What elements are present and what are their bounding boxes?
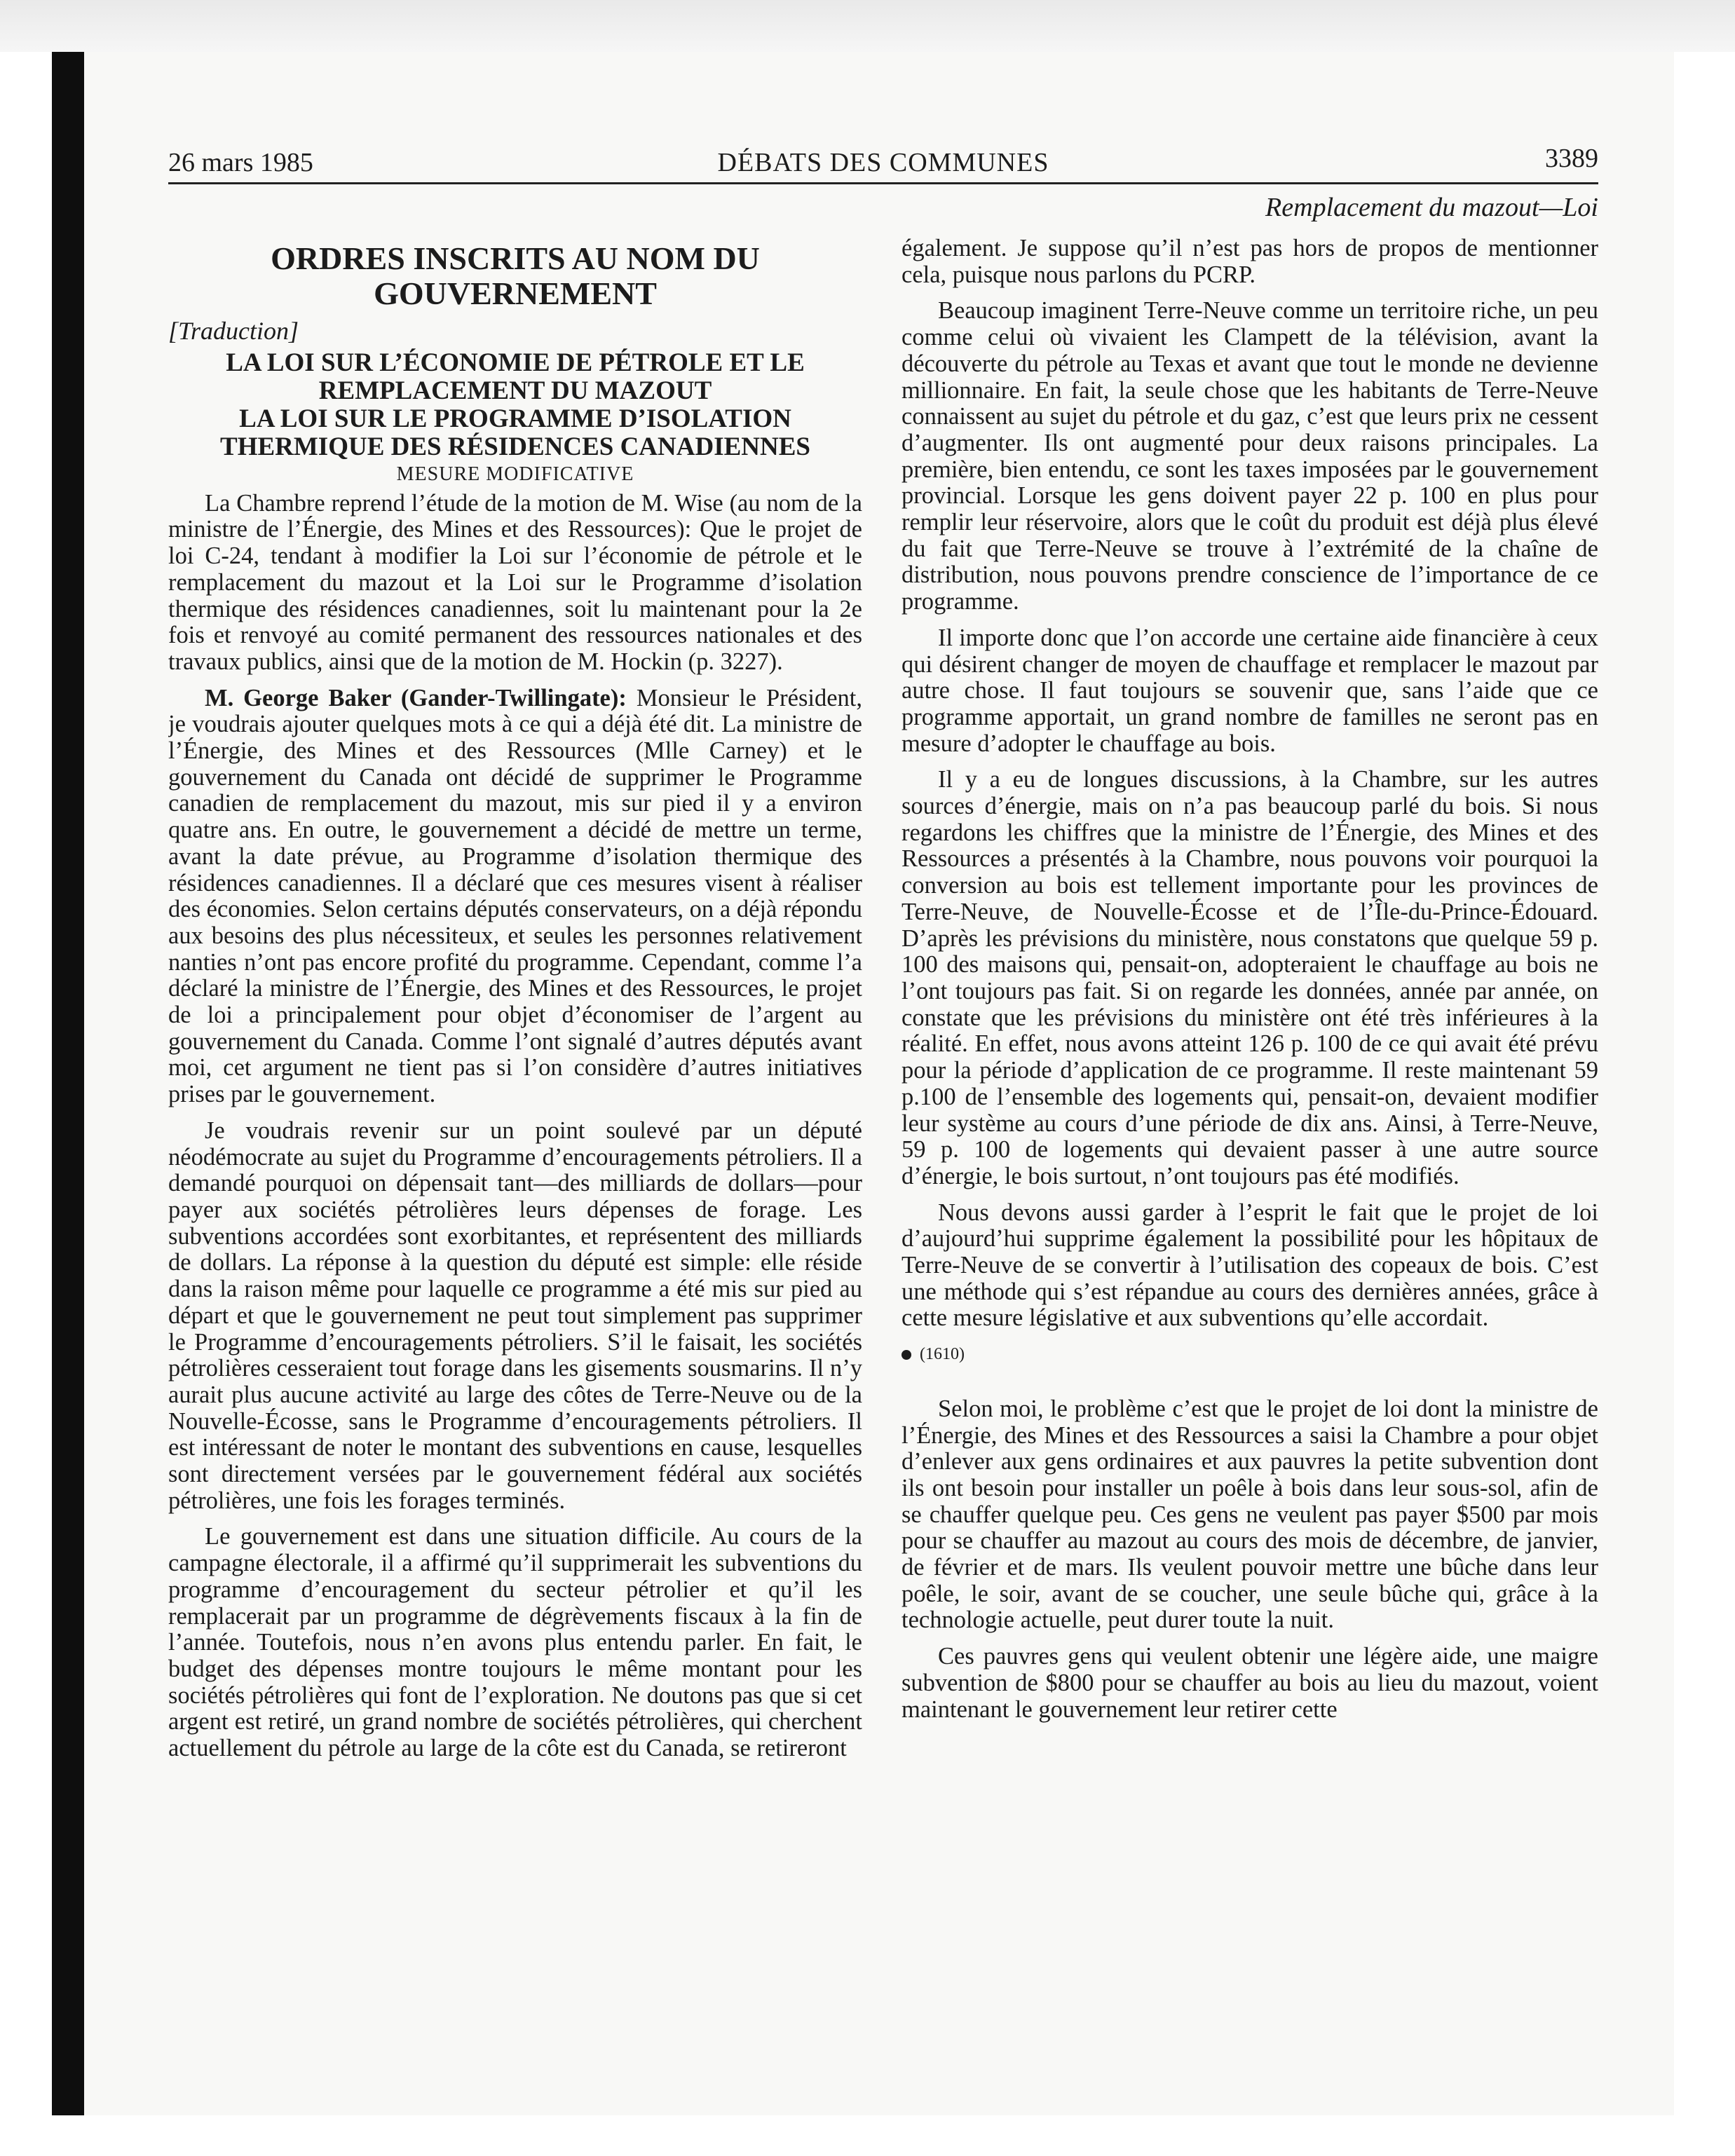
speech-paragraph: Il importe donc que l’on accorde une certaine aide financière à ceux qui désirent changer de moyen de chauffage et remplacer le mazout par autre chose. Il faut toujours se souvenir que, sans l’aide que ce programme apportait, un grand nombre de familles ne seront pas en mesure d’adopter le chauffage au bois.	[901, 624, 1598, 757]
section-heading: ORDRES INSCRITS AU NOM DU GOUVERNEMENT	[271, 240, 760, 311]
time-marker-text: (1610)	[920, 1345, 965, 1364]
header-date: 26 mars 1985	[168, 148, 313, 177]
running-head: Remplacement du mazout—Loi	[1265, 193, 1598, 222]
speech-paragraph: Le gouvernement est dans une situation difficile. Au cours de la campagne électorale, il a affirmé qu’il supprimerait les subventions du programme d’encouragement du secteur pétrolier et qu’il les remplacerait par un programme de dégrèvements fiscaux à la fin de l’année. Toutefois, nous n’en avons plus entendu parler. En fait, le budget des dépenses montre toujours le même montant pour les sociétés pétrolières qui font de l’exploration. Ne doutons pas que si cet argent est retiré, un grand nombre de sociétés pétrolières, qui cherchent actuellement du pétrole au large de la côte est du Canada, se retireront	[168, 1523, 862, 1762]
speech-paragraph: Beaucoup imaginent Terre-Neuve comme un territoire riche, un peu comme celui où vivaient les Clampett de la télévision, avant la découverte du pétrole au Texas et avant que tout le monde ne devienne millionnaire. En fait, la seule chose que les habitants de Terre-Neuve connaissent au sujet du pétrole et du gaz, c’est que leurs prix ne cessent d’augmenter. Ils ont augmenté pour deux raisons principales. La première, bien entendu, ce sont les taxes imposées par le gouvernement provincial. Lorsque les gens doivent payer 22 p. 100 en plus pour remplir leur réservoire, alors que le coût du produit est déjà plus élevé du fait que Terre-Neuve se trouve à l’extrémité de la chaîne de distribution, nous pouvons prendre conscience de l’importance de ce programme.	[901, 297, 1598, 615]
speech-paragraph: Il y a eu de longues discussions, à la Chambre, sur les autres sources d’énergie, mais on n’a pas beaucoup parlé du bois. Si nous regardons les chiffres que la ministre de l’Énergie, des Mines et des Ressources a présentés à la Chambre, nous pouvons voir pourquoi la conversion au bois est tellement importante pour les provinces de Terre-Neuve, de Nouvelle-Écosse et de l’Île-du-Prince-Édouard. D’après les prévisions du ministère, nous constatons que quelque 59 p. 100 des maisons qui, pensait-on, adopteraient le chauffage au bois ne l’ont toujours pas fait. Si on regarde les données, année par année, on constate que les prévisions du ministère ont été très inférieures à la réalité. En effet, nous avons atteint 126 p. 100 de ce qui avait été prévu pour la période d’application de ce programme. Il reste maintenant 59 p.100 de l’ensemble des logements qui, pensait-on, devaient modifier leur système au cours d’une période de dix ans. Ainsi, à Terre-Neuve, 59 p. 100 de logements qui devaient passer à une autre source d’énergie, le bois surtout, n’ont toujours pas été modifiés.	[901, 766, 1598, 1189]
speech-paragraph: également. Je suppose qu’il n’est pas hors de propos de mentionner cela, puisque nous parlons du PCRP.	[901, 236, 1598, 288]
speech-paragraph	[168, 685, 862, 1108]
scan-left-border	[52, 52, 84, 2115]
speech-paragraph: Je voudrais revenir sur un point soulevé par un député néodémocrate au sujet du Programme d’encouragements pétroliers. Il a demandé pourquoi on dépensait tant—des milliards de dollars—pour payer aux sociétés pétrolières leurs dépenses de forage. Les subventions accordées sont exorbitantes, et représentent des milliards de dollars. La réponse à la question du député est simple: elle réside dans la raison même pour laquelle ce programme a été mis sur pied au départ et que le gouvernement ne peut tout simplement pas supprimer le Programme d’encouragements pétroliers. S’il le faisait, les sociétés pétrolières cesseraient tout forage dans les gisements sousmarins. Il n’y aurait plus aucune activité au large des côtes de Terre-Neuve ou de la Nouvelle-Écosse, sans le Programme d’encouragements pétroliers. Il est intéressant de noter le montant des subventions en cause, lesquelles sont directement versées par le gouvernement fédéral aux sociétés pétrolières, une fois les forages terminés.	[168, 1117, 862, 1514]
speech-paragraph: Selon moi, le problème c’est que le projet de loi dont la ministre de l’Énergie, des Mines et des Ressources a saisi la Chambre a pour objet d’enlever aux gens ordinaires et aux pauvres la petite subvention dont ils ont besoin pour installer un poêle à bois dans leur sous-sol, afin de se chauffer quelque peu. Ces gens ne veulent pas payer $500 par mois pour se chauffer au mazout au cours des mois de décembre, de janvier, de février et de mars. Ils veulent pouvoir mettre une bûche dans leur poêle, le soir, avant de se coucher, une seule bûche qui, grâce à la technologie actuelle, peut durer toute la nuit.	[901, 1395, 1598, 1634]
speaker-name: M. George Baker (Gander-Twillingate):	[205, 684, 627, 711]
speech-paragraph: Ces pauvres gens qui veulent obtenir une légère aide, une maigre subvention de $800 pour se chauffer au bois au lieu du mazout, voient maintenant le gouvernement leur retirer cette	[901, 1643, 1598, 1723]
bill-title-1: LA LOI SUR L’ÉCONOMIE DE PÉTROLE ET LE REMPLACEMENT DU MAZOUT	[226, 348, 805, 405]
translation-note: [Traduction]	[168, 317, 299, 345]
speech-paragraph: Nous devons aussi garder à l’esprit le fait que le projet de loi d’aujourd’hui supprime également la possibilité pour les hôpitaux de Terre-Neuve de se convertir à l’utilisation des copeaux de bois. C’est une méthode qui s’est répandue au cours des dernières années, grâce à cette mesure législative et aux subventions qu’elle accordait.	[901, 1199, 1598, 1332]
subheading: MESURE MODIFICATIVE	[396, 463, 634, 485]
bullet-icon	[901, 1350, 911, 1360]
motion-paragraph: La Chambre reprend l’étude de la motion de M. Wise (au nom de la ministre de l’Énergie, des Mines et des Ressources): Que le projet de loi C-24, tendant à modifier la Loi sur l’économie de pétrole et le remplacement du mazout et la Loi sur le Programme d’isolation thermique des résidences canadiennes, soit lu maintenant pour la 2e fois et renvoyé au comité permanent des ressources nationales et des travaux publics, ainsi que de la motion de M. Hockin (p. 3227).	[168, 489, 862, 675]
page-header	[168, 137, 1598, 184]
page-number: 3389	[1545, 144, 1598, 173]
time-marker	[901, 1342, 1598, 1368]
header-title: DÉBATS DES COMMUNES	[717, 148, 1049, 177]
bill-title-2: LA LOI SUR LE PROGRAMME D’ISOLATION THERMIQUE DES RÉSIDENCES CANADIENNES	[220, 404, 810, 461]
scan-top-edge	[0, 0, 1735, 52]
speech-text: Monsieur le Président, je voudrais ajouter quelques mots à ce qui a déjà été dit. La ministre de l’Énergie, des Mines et des Ressources (Mlle Carney) et le gouvernement du Canada ont décidé de supprimer le Programme canadien de remplacement du mazout, mis sur pied il y a environ quatre ans. En outre, le gouvernement a décidé de mettre un terme, avant la date prévue, au Programme d’isolation thermique des résidences canadiennes. Il a déclaré que ces mesures visent à réaliser des économies. Selon certains députés conservateurs, on a déjà répondu aux besoins des plus nécessiteux, et seules les personnes relativement nanties n’ont pas encore profité du programme. Cependant, comme l’a déclaré la ministre de l’Énergie, des Mines et des Ressources, le projet de loi a principalement pour objet d’économiser de l’argent au gouvernement du Canada. Comme l’ont signalé d’autres députés avant moi, cet argument ne tient pas si l’on considère d’autres initiatives prises par le gouvernement.	[168, 684, 862, 1108]
right-column	[901, 236, 1598, 2030]
left-column	[168, 236, 862, 2030]
